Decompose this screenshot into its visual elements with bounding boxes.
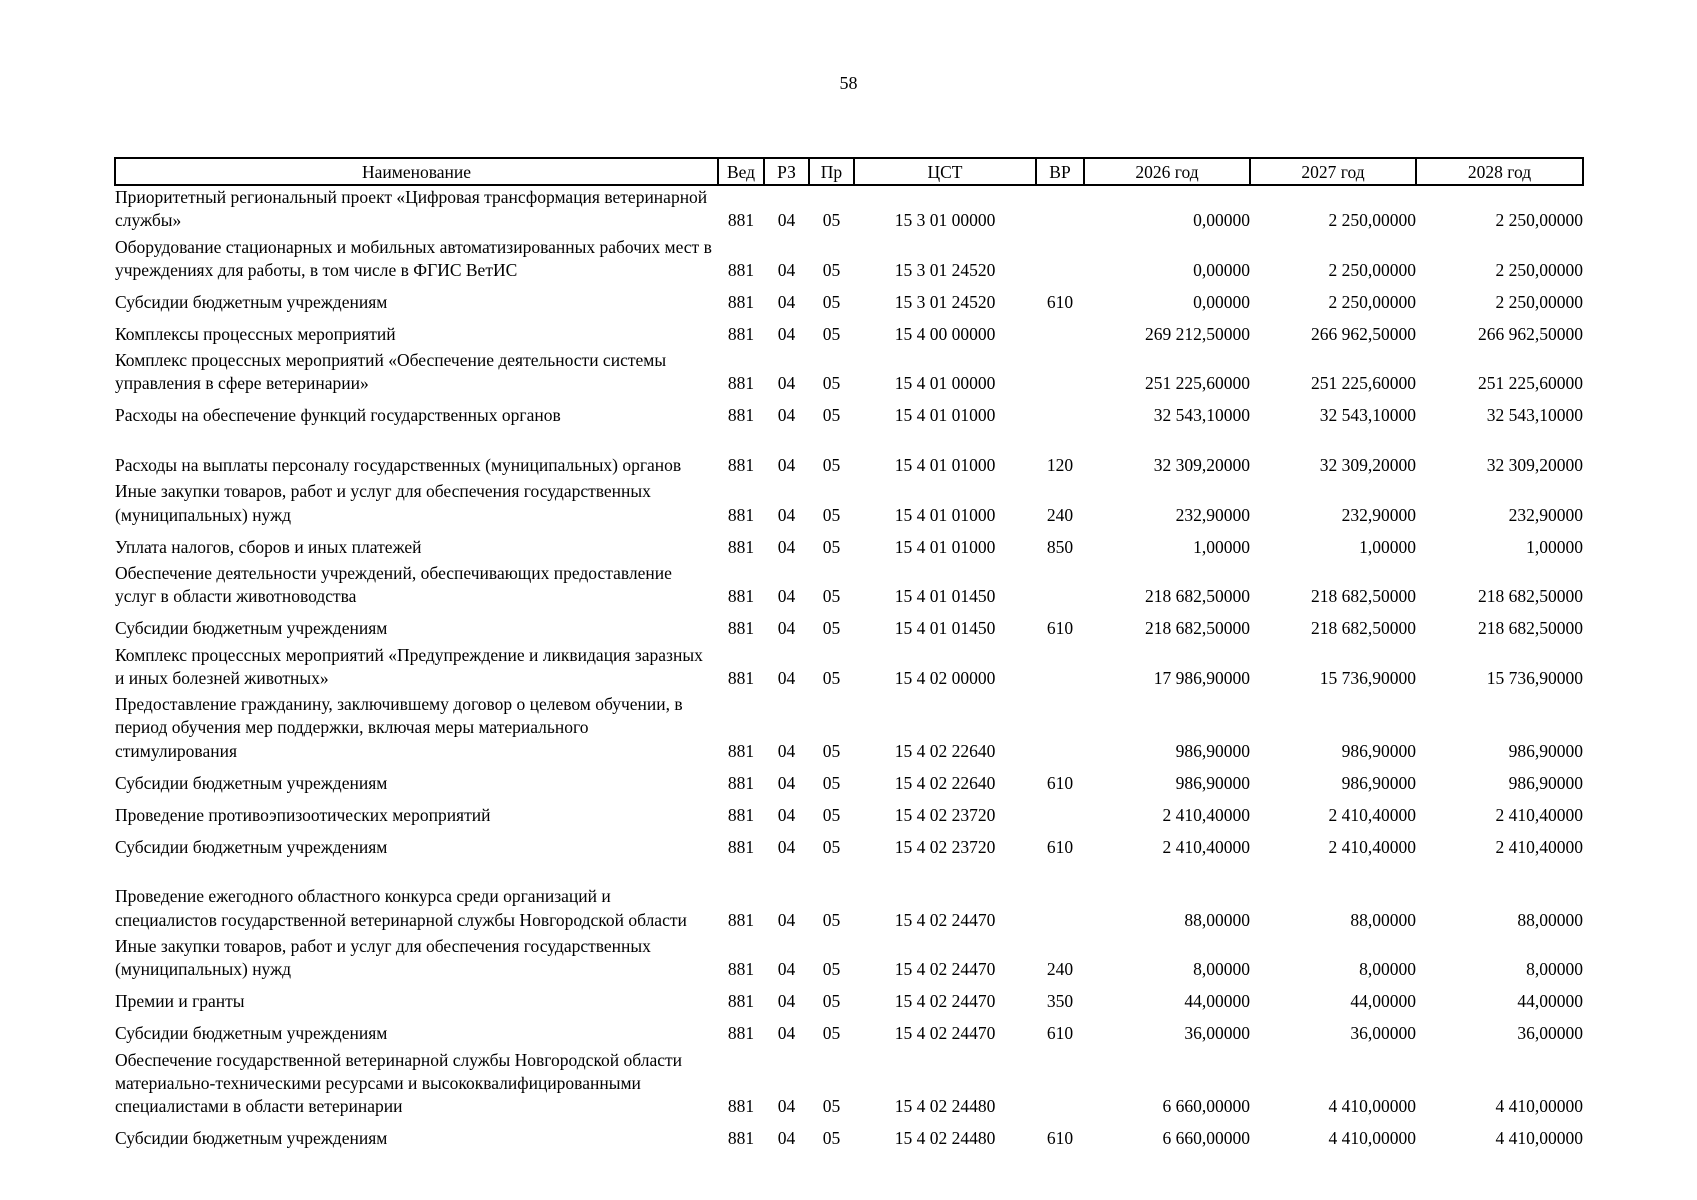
cell-ved: 881: [727, 772, 755, 793]
cell-2027: 1,00000: [1359, 536, 1416, 557]
cell-pr: 05: [822, 291, 841, 312]
table-row: [115, 862, 1583, 935]
cell-2028: 1,00000: [1526, 536, 1583, 557]
cell-name: Субсидии бюджетным учреждениям: [115, 772, 388, 793]
cell-2028: 2 410,40000: [1495, 804, 1583, 825]
cell-vr: 240: [1046, 959, 1074, 980]
cell-pr: 05: [822, 804, 841, 825]
cell-cst: 15 4 02 24470: [894, 1023, 996, 1044]
cell-name: Обеспечение государственной ветеринарной службы Новгородской области материально-техническими ресурсами и высококвалифицированными специалистами в области ветеринарии: [115, 1049, 683, 1117]
cell-ved: 881: [727, 373, 755, 394]
cell-2026: 232,90000: [1175, 504, 1250, 525]
cell-2028: 266 962,50000: [1478, 323, 1583, 344]
cell-name: Субсидии бюджетным учреждениям: [115, 618, 388, 639]
cell-ved: 881: [727, 536, 755, 557]
cell-pr: 05: [822, 667, 841, 688]
cell-2026: 218 682,50000: [1145, 586, 1250, 607]
cell-2027: 32 309,20000: [1319, 455, 1416, 476]
cell-2027: 2 410,40000: [1328, 804, 1416, 825]
cell-rz: 04: [777, 804, 796, 825]
cell-2027: 15 736,90000: [1319, 667, 1416, 688]
cell-2028: 218 682,50000: [1478, 618, 1583, 639]
cell-rz: 04: [777, 504, 796, 525]
cell-ved: 881: [727, 991, 755, 1012]
cell-name: Комплексы процессных мероприятий: [115, 323, 396, 344]
cell-cst: 15 3 01 00000: [894, 210, 996, 231]
cell-2028: 986,90000: [1508, 740, 1583, 761]
cell-cst: 15 4 01 00000: [894, 373, 996, 394]
cell-2026: 2 410,40000: [1162, 804, 1250, 825]
cell-vr: [1036, 644, 1084, 694]
cell-ved: 881: [727, 1023, 755, 1044]
cell-pr: 05: [822, 586, 841, 607]
cell-2027: 218 682,50000: [1311, 586, 1416, 607]
cell-rz: 04: [777, 291, 796, 312]
cell-cst: 15 4 02 00000: [894, 667, 996, 688]
cell-vr: 240: [1046, 504, 1074, 525]
cell-2026: 2 410,40000: [1162, 836, 1250, 857]
cell-2028: 8,00000: [1526, 959, 1583, 980]
cell-name: Субсидии бюджетным учреждениям: [115, 291, 388, 312]
cell-2026: 44,00000: [1184, 991, 1250, 1012]
cell-ved: 881: [727, 1128, 755, 1149]
header-vr: ВР: [1036, 158, 1084, 185]
cell-2026: 36,00000: [1184, 1023, 1250, 1044]
cell-2026: 251 225,60000: [1145, 373, 1250, 394]
header-2027: 2027 год: [1250, 158, 1416, 185]
cell-vr: 850: [1046, 536, 1074, 557]
table-row: [115, 285, 1583, 317]
cell-pr: 05: [822, 504, 841, 525]
table-row: [115, 236, 1583, 286]
cell-rz: 04: [777, 991, 796, 1012]
cell-2026: 6 660,00000: [1162, 1096, 1250, 1117]
table-row: [115, 693, 1583, 766]
cell-ved: 881: [727, 836, 755, 857]
cell-vr: [1036, 399, 1084, 431]
cell-pr: 05: [822, 259, 841, 280]
cell-cst: 15 3 01 24520: [894, 291, 996, 312]
cell-2028: 36,00000: [1517, 1023, 1583, 1044]
table-row: [115, 985, 1583, 1017]
cell-cst: 15 4 01 01450: [894, 586, 996, 607]
cell-2026: 8,00000: [1193, 959, 1250, 980]
cell-vr: [1036, 862, 1084, 935]
table-row: [115, 185, 1583, 236]
table-row: [115, 935, 1583, 985]
cell-2026: 17 986,90000: [1153, 667, 1250, 688]
cell-2026: 269 212,50000: [1145, 323, 1250, 344]
table-row: [115, 562, 1583, 612]
header-ved: Вед: [718, 158, 764, 185]
cell-rz: 04: [777, 455, 796, 476]
cell-2026: 218 682,50000: [1145, 618, 1250, 639]
table-row: [115, 317, 1583, 349]
cell-2026: 32 309,20000: [1153, 455, 1250, 476]
cell-2027: 986,90000: [1341, 740, 1416, 761]
table-row: [115, 612, 1583, 644]
cell-name: Уплата налогов, сборов и иных платежей: [115, 536, 422, 557]
cell-2027: 251 225,60000: [1311, 373, 1416, 394]
cell-2028: 32 309,20000: [1486, 455, 1583, 476]
cell-cst: 15 4 02 24480: [894, 1128, 996, 1149]
cell-cst: 15 4 02 24470: [894, 909, 996, 930]
cell-pr: 05: [822, 210, 841, 231]
cell-cst: 15 4 02 23720: [894, 804, 996, 825]
cell-name: Субсидии бюджетным учреждениям: [115, 1023, 388, 1044]
cell-name: Субсидии бюджетным учреждениям: [115, 836, 388, 857]
cell-rz: 04: [777, 836, 796, 857]
table-body: [115, 185, 1583, 1153]
cell-vr: 120: [1046, 455, 1074, 476]
cell-2026: 986,90000: [1175, 740, 1250, 761]
cell-name: Предоставление гражданину, заключившему договор о целевом обучении, в период обучения мер поддержки, включая меры материального стимулирования: [115, 694, 683, 761]
cell-ved: 881: [727, 740, 755, 761]
cell-vr: [1036, 317, 1084, 349]
cell-pr: 05: [822, 740, 841, 761]
table-row: [115, 480, 1583, 530]
cell-pr: 05: [822, 373, 841, 394]
cell-cst: 15 4 02 22640: [894, 740, 996, 761]
cell-2028: 218 682,50000: [1478, 586, 1583, 607]
page-number: 58: [839, 73, 858, 93]
cell-cst: 15 4 02 24480: [894, 1096, 996, 1117]
cell-rz: 04: [777, 210, 796, 231]
cell-rz: 04: [777, 909, 796, 930]
cell-2027: 232,90000: [1341, 504, 1416, 525]
cell-vr: 610: [1046, 772, 1074, 793]
header-2026: 2026 год: [1084, 158, 1250, 185]
cell-rz: 04: [777, 405, 796, 426]
cell-name: Оборудование стационарных и мобильных автоматизированных рабочих мест в учреждениях для работы, в том числе в ФГИС ВетИС: [115, 236, 712, 280]
cell-pr: 05: [822, 1128, 841, 1149]
table-row: [115, 830, 1583, 862]
table-row: [115, 349, 1583, 399]
cell-pr: 05: [822, 991, 841, 1012]
cell-name: Обеспечение деятельности учреждений, обеспечивающих предоставление услуг в области животноводства: [115, 562, 672, 607]
cell-ved: 881: [727, 804, 755, 825]
cell-2028: 15 736,90000: [1486, 667, 1583, 688]
cell-ved: 881: [727, 259, 755, 280]
header-rz: РЗ: [764, 158, 809, 185]
cell-ved: 881: [727, 618, 755, 639]
cell-2027: 44,00000: [1350, 991, 1416, 1012]
cell-rz: 04: [777, 323, 796, 344]
cell-rz: 04: [777, 618, 796, 639]
cell-vr: 610: [1046, 1023, 1074, 1044]
cell-cst: 15 4 02 23720: [894, 836, 996, 857]
cell-ved: 881: [727, 405, 755, 426]
cell-cst: 15 4 01 01000: [894, 504, 996, 525]
cell-vr: [1036, 562, 1084, 612]
cell-rz: 04: [777, 586, 796, 607]
table-row: [115, 798, 1583, 830]
cell-2028: 986,90000: [1508, 772, 1583, 793]
cell-ved: 881: [727, 586, 755, 607]
cell-rz: 04: [777, 373, 796, 394]
cell-pr: 05: [822, 836, 841, 857]
cell-2026: 0,00000: [1193, 259, 1250, 280]
cell-pr: 05: [822, 405, 841, 426]
cell-pr: 05: [822, 455, 841, 476]
cell-cst: 15 4 02 22640: [894, 772, 996, 793]
cell-2028: 4 410,00000: [1495, 1096, 1583, 1117]
cell-cst: 15 4 01 01000: [894, 455, 996, 476]
header-row: [115, 158, 1583, 185]
cell-vr: [1036, 1049, 1084, 1122]
cell-name: Иные закупки товаров, работ и услуг для обеспечения государственных (муниципальных) нужд: [115, 481, 651, 525]
cell-2028: 88,00000: [1517, 909, 1583, 930]
cell-2026: 6 660,00000: [1162, 1128, 1250, 1149]
table-row: [115, 399, 1583, 431]
cell-name: Приоритетный региональный проект «Цифровая трансформация ветеринарной службы»: [115, 187, 708, 231]
cell-rz: 04: [777, 740, 796, 761]
cell-2027: 36,00000: [1350, 1023, 1416, 1044]
cell-ved: 881: [727, 959, 755, 980]
cell-vr: [1036, 349, 1084, 399]
cell-vr: [1036, 236, 1084, 286]
table-header: [115, 158, 1583, 185]
table-row: [115, 1121, 1583, 1153]
cell-name: Расходы на выплаты персоналу государственных (муниципальных) органов: [115, 455, 682, 476]
cell-2028: 2 250,00000: [1495, 210, 1583, 231]
cell-rz: 04: [777, 1023, 796, 1044]
cell-pr: 05: [822, 772, 841, 793]
cell-2027: 2 410,40000: [1328, 836, 1416, 857]
cell-2028: 2 410,40000: [1495, 836, 1583, 857]
header-name: Наименование: [115, 158, 718, 185]
header-2028: 2028 год: [1416, 158, 1583, 185]
cell-2027: 2 250,00000: [1328, 291, 1416, 312]
cell-2026: 32 543,10000: [1153, 405, 1250, 426]
cell-vr: 610: [1046, 1128, 1074, 1149]
cell-rz: 04: [777, 1128, 796, 1149]
cell-vr: [1036, 185, 1084, 236]
cell-2027: 218 682,50000: [1311, 618, 1416, 639]
cell-vr: 610: [1046, 291, 1074, 312]
cell-2026: 0,00000: [1193, 291, 1250, 312]
cell-ved: 881: [727, 455, 755, 476]
cell-pr: 05: [822, 1023, 841, 1044]
cell-vr: 610: [1046, 836, 1074, 857]
cell-2026: 986,90000: [1175, 772, 1250, 793]
cell-pr: 05: [822, 536, 841, 557]
cell-rz: 04: [777, 536, 796, 557]
cell-name: Комплекс процессных мероприятий «Обеспечение деятельности системы управления в сфере ветеринарии»: [115, 350, 667, 394]
cell-cst: 15 4 01 01000: [894, 405, 996, 426]
table-row: [115, 431, 1583, 481]
cell-2028: 232,90000: [1508, 504, 1583, 525]
cell-name: Комплекс процессных мероприятий «Предупреждение и ликвидация заразных и иных болезней животных»: [115, 644, 703, 688]
cell-2026: 0,00000: [1193, 210, 1250, 231]
cell-ved: 881: [727, 1096, 755, 1117]
cell-2027: 266 962,50000: [1311, 323, 1416, 344]
cell-2028: 251 225,60000: [1478, 373, 1583, 394]
cell-cst: 15 4 02 24470: [894, 991, 996, 1012]
cell-2027: 32 543,10000: [1319, 405, 1416, 426]
cell-2027: 2 250,00000: [1328, 210, 1416, 231]
cell-cst: 15 3 01 24520: [894, 259, 996, 280]
cell-pr: 05: [822, 1096, 841, 1117]
cell-2027: 88,00000: [1350, 909, 1416, 930]
cell-ved: 881: [727, 210, 755, 231]
cell-rz: 04: [777, 259, 796, 280]
cell-ved: 881: [727, 667, 755, 688]
cell-rz: 04: [777, 1096, 796, 1117]
table-row: [115, 530, 1583, 562]
header-pr: Пр: [809, 158, 854, 185]
cell-2028: 4 410,00000: [1495, 1128, 1583, 1149]
cell-2028: 2 250,00000: [1495, 291, 1583, 312]
cell-pr: 05: [822, 909, 841, 930]
table-row: [115, 766, 1583, 798]
header-cst: ЦСТ: [854, 158, 1036, 185]
cell-ved: 881: [727, 504, 755, 525]
cell-2027: 4 410,00000: [1328, 1096, 1416, 1117]
cell-2027: 986,90000: [1341, 772, 1416, 793]
table-row: [115, 1049, 1583, 1122]
cell-ved: 881: [727, 909, 755, 930]
budget-table: [114, 157, 1584, 1153]
cell-name: Расходы на обеспечение функций государственных органов: [115, 405, 561, 426]
cell-cst: 15 4 02 24470: [894, 959, 996, 980]
cell-2028: 32 543,10000: [1486, 405, 1583, 426]
cell-2027: 2 250,00000: [1328, 259, 1416, 280]
cell-cst: 15 4 00 00000: [894, 323, 996, 344]
table-row: [115, 1017, 1583, 1049]
cell-vr: 350: [1046, 991, 1074, 1012]
cell-rz: 04: [777, 959, 796, 980]
cell-cst: 15 4 01 01450: [894, 618, 996, 639]
cell-ved: 881: [727, 291, 755, 312]
cell-2026: 1,00000: [1193, 536, 1250, 557]
cell-name: Проведение ежегодного областного конкурса среди организаций и специалистов государственной ветеринарной службы Новгородской области: [115, 886, 687, 930]
cell-vr: [1036, 798, 1084, 830]
cell-2028: 44,00000: [1517, 991, 1583, 1012]
cell-name: Субсидии бюджетным учреждениям: [115, 1128, 388, 1149]
cell-2028: 2 250,00000: [1495, 259, 1583, 280]
cell-name: Иные закупки товаров, работ и услуг для обеспечения государственных (муниципальных) нужд: [115, 935, 651, 980]
cell-ved: 881: [727, 323, 755, 344]
cell-2027: 4 410,00000: [1328, 1128, 1416, 1149]
cell-cst: 15 4 01 01000: [894, 536, 996, 557]
cell-pr: 05: [822, 323, 841, 344]
cell-name: Проведение противоэпизоотических мероприятий: [115, 804, 491, 825]
cell-vr: [1036, 693, 1084, 766]
cell-2026: 88,00000: [1184, 909, 1250, 930]
cell-rz: 04: [777, 667, 796, 688]
cell-name: Премии и гранты: [115, 991, 245, 1012]
cell-vr: 610: [1046, 618, 1074, 639]
cell-pr: 05: [822, 959, 841, 980]
cell-pr: 05: [822, 618, 841, 639]
table-row: [115, 644, 1583, 694]
cell-2027: 8,00000: [1359, 959, 1416, 980]
cell-rz: 04: [777, 772, 796, 793]
